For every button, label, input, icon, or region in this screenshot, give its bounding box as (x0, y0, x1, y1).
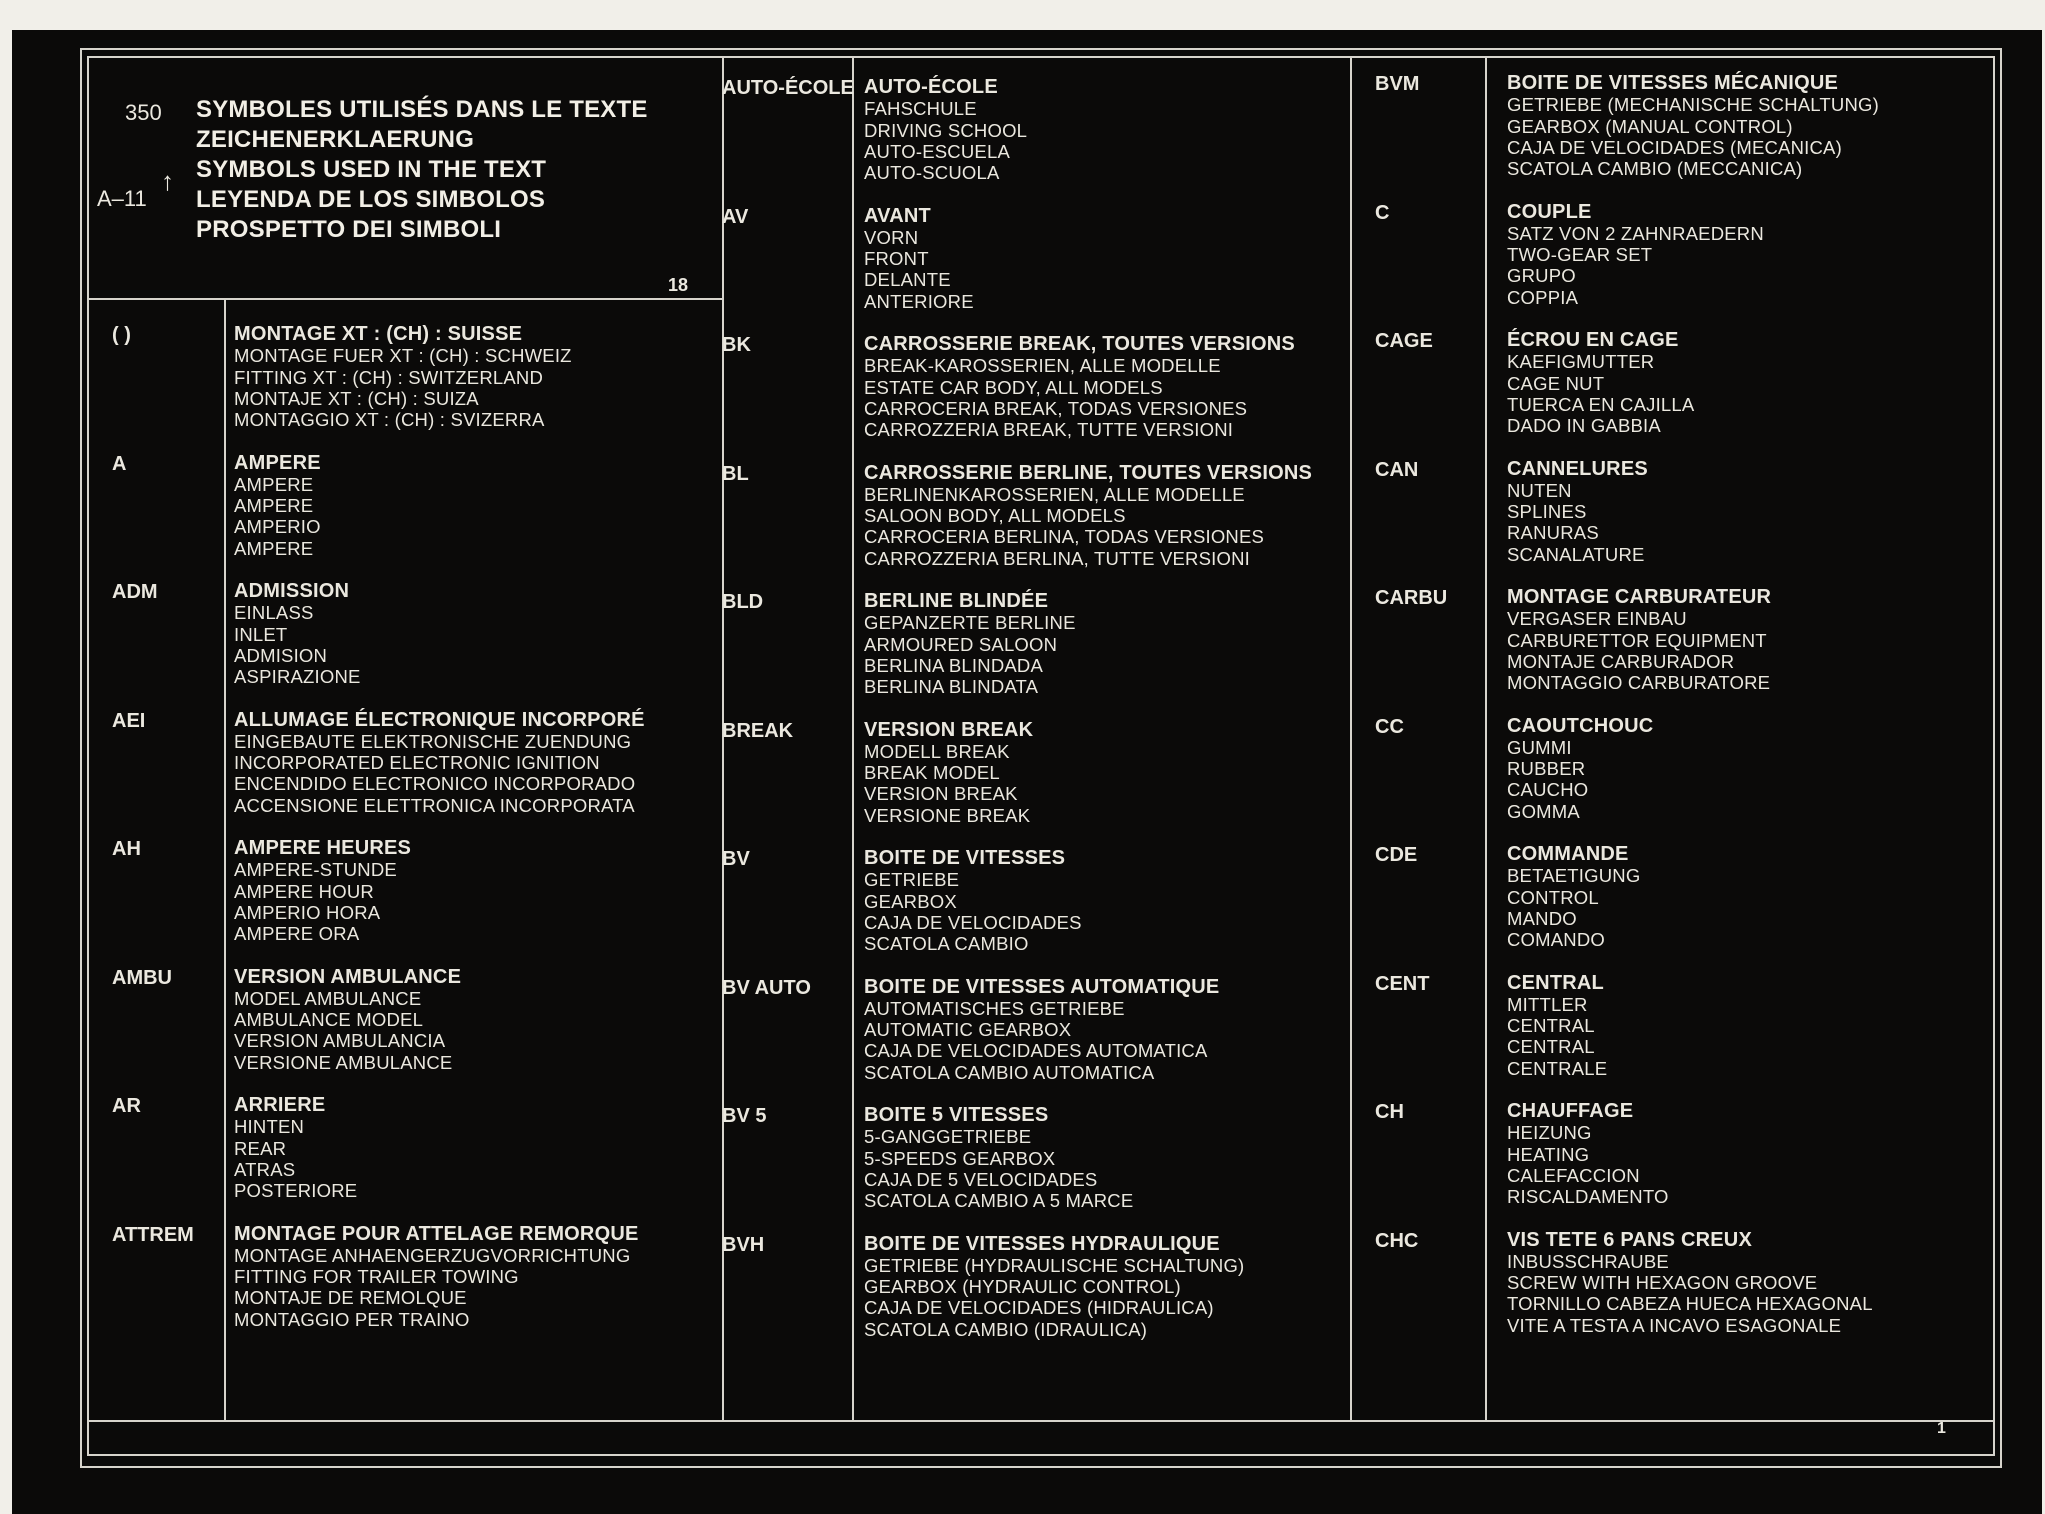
symbol-translation-line: VERSIONE BREAK (864, 804, 1031, 826)
symbol-translation-line: TWO-GEAR SET (1507, 244, 1653, 266)
symbol-translation-line: SCANALATURE (1507, 543, 1645, 565)
symbol-translation-line: VERSIONE AMBULANCE (234, 1051, 453, 1073)
symbol-translation-line: MONTAGGIO XT : (CH) : SVIZERRA (234, 409, 545, 431)
symbol-translations (234, 838, 411, 944)
symbol-abbreviation: BLD (722, 591, 764, 613)
symbol-translation-line: ANTERIORE (864, 290, 974, 312)
symbol-translation-line: SALOON BODY, ALL MODELS (864, 505, 1126, 527)
symbol-translation-line: EINGEBAUTE ELEKTRONISCHE ZUENDUNG (234, 730, 632, 752)
symbol-translation-line: MONTAJE DE REMOLQUE (234, 1287, 467, 1309)
symbol-translations (1507, 844, 1640, 950)
symbol-meaning-fr: CAOUTCHOUC (1507, 714, 1654, 737)
symbol-translation-line: CAJA DE VELOCIDADES (MECANICA) (1507, 136, 1842, 158)
col2-abbr-divider (852, 56, 854, 1420)
symbol-translation-line: VERSION AMBULANCIA (234, 1030, 446, 1052)
symbol-abbreviation: AUTO-ÉCOLE (722, 77, 854, 99)
header-ref: A–11 (97, 186, 147, 211)
symbol-translation-line: VERSION BREAK (864, 783, 1018, 805)
symbol-translation-line: CARROCERIA BREAK, TODAS VERSIONES (864, 397, 1248, 419)
symbol-translations (234, 324, 572, 430)
symbol-translations (234, 453, 321, 559)
symbol-translation-line: RUBBER (1507, 758, 1586, 780)
symbol-meaning-fr: BOITE DE VITESSES AUTOMATIQUE (864, 975, 1220, 998)
symbol-translation-line: MONTAGE FUER XT : (CH) : SCHWEIZ (234, 345, 572, 367)
symbol-translation-line: RANURAS (1507, 522, 1599, 544)
symbol-abbreviation: CAGE (1375, 330, 1433, 352)
symbol-translation-line: AMPERE (234, 537, 314, 559)
symbol-translation-line: AMPERE (234, 473, 314, 495)
symbol-translation-line: BERLINENKAROSSERIEN, ALLE MODELLE (864, 483, 1245, 505)
symbol-meaning-fr: MONTAGE XT : (CH) : SUISSE (234, 323, 523, 345)
symbol-translation-line: CAJA DE VELOCIDADES AUTOMATICA (864, 1040, 1208, 1062)
symbol-translation-line: AUTO-SCUOLA (864, 162, 1000, 184)
symbol-translations (864, 77, 1027, 183)
symbol-translations (234, 1095, 357, 1201)
symbol-abbreviation: ADM (112, 581, 158, 603)
symbol-translation-line: GETRIEBE (HYDRAULISCHE SCHALTUNG) (864, 1254, 1245, 1276)
symbol-translation-line: CENTRAL (1507, 1015, 1595, 1037)
symbol-translations (1507, 587, 1771, 693)
header-titles (196, 95, 648, 245)
symbol-meaning-fr: BOITE DE VITESSES HYDRAULIQUE (864, 1232, 1220, 1255)
symbol-meaning-fr: BOITE DE VITESSES (864, 847, 1066, 869)
symbol-meaning-fr: ÉCROU EN CAGE (1507, 329, 1679, 351)
symbol-translation-line: TORNILLO CABEZA HUECA HEXAGONAL (1507, 1293, 1873, 1315)
symbol-translation-line: VITE A TESTA A INCAVO ESAGONALE (1507, 1314, 1842, 1336)
symbol-translation-line: CAGE NUT (1507, 372, 1605, 394)
up-arrow-icon: ↑ (161, 166, 174, 196)
symbol-meaning-fr: CARROSSERIE BERLINE, TOUTES VERSIONS (864, 461, 1313, 484)
symbol-translation-line: FITTING XT : (CH) : SWITZERLAND (234, 366, 544, 388)
header-code: 350 (125, 100, 162, 125)
symbol-meaning-fr: BOITE 5 VITESSES (864, 1104, 1049, 1126)
symbol-translation-line: CARROZZERIA BREAK, TUTTE VERSIONI (864, 419, 1234, 441)
symbol-translation-line: MONTAGGIO CARBURATORE (1507, 672, 1771, 694)
symbol-translation-line: POSTERIORE (234, 1180, 358, 1202)
symbol-translation-line: CAUCHO (1507, 779, 1589, 801)
symbol-translation-line: MODELL BREAK (864, 740, 1010, 762)
symbol-abbreviation: BV AUTO (722, 976, 811, 999)
symbol-abbreviation: AH (112, 838, 141, 860)
col1-abbr-divider (224, 298, 226, 1420)
symbol-meaning-fr: AUTO-ÉCOLE (864, 76, 998, 98)
symbol-translation-line: BERLINA BLINDATA (864, 676, 1039, 698)
document-header (85, 70, 710, 300)
symbol-abbreviation: BVM (1375, 73, 1420, 95)
header-title-es: LEYENDA DE LOS SIMBOLOS (196, 186, 546, 213)
header-title-it: PROSPETTO DEI SIMBOLI (196, 216, 502, 243)
symbol-translations (1507, 330, 1694, 436)
symbol-translation-line: SCATOLA CAMBIO A 5 MARCE (864, 1190, 1134, 1212)
symbol-abbreviation: BREAK (722, 719, 794, 742)
symbol-translations (1507, 1230, 1873, 1336)
symbol-abbreviation: CHC (1375, 1229, 1419, 1252)
symbol-translations (864, 1105, 1133, 1211)
symbol-translation-line: COPPIA (1507, 286, 1579, 308)
symbol-translation-line: CAJA DE VELOCIDADES (864, 911, 1082, 933)
symbol-translations (864, 591, 1076, 697)
symbol-translation-line: CAJA DE VELOCIDADES (HIDRAULICA) (864, 1297, 1214, 1319)
symbol-translations (864, 720, 1033, 826)
symbol-translation-line: SCATOLA CAMBIO (IDRAULICA) (864, 1318, 1148, 1340)
symbol-translation-line: GEARBOX (864, 890, 957, 912)
symbol-meaning-fr: CENTRAL (1507, 971, 1604, 994)
symbol-translations (234, 710, 645, 816)
symbol-abbreviation: BK (722, 334, 751, 356)
header-page-number: 18 (668, 275, 689, 295)
symbol-translations (1507, 973, 1607, 1079)
symbol-translation-line: MANDO (1507, 907, 1577, 929)
symbol-meaning-fr: ALLUMAGE ÉLECTRONIQUE INCORPORÉ (234, 708, 645, 731)
symbol-translations (864, 334, 1295, 440)
symbol-translations (864, 848, 1082, 954)
symbol-translations (864, 206, 974, 312)
symbol-translation-line: CENTRAL (1507, 1036, 1595, 1058)
symbol-translations (864, 463, 1312, 569)
symbol-translation-line: ENCENDIDO ELECTRONICO INCORPORADO (234, 773, 636, 795)
symbol-meaning-fr: CARROSSERIE BREAK, TOUTES VERSIONS (864, 333, 1295, 355)
symbol-translation-line: REAR (234, 1137, 287, 1159)
symbol-meaning-fr: AMPERE (234, 451, 321, 474)
symbol-translation-line: INCORPORATED ELECTRONIC IGNITION (234, 752, 600, 774)
symbol-translation-line: HEIZUNG (1507, 1122, 1592, 1144)
symbol-translation-line: CARBURETTOR EQUIPMENT (1507, 629, 1767, 651)
symbol-translation-line: SCATOLA CAMBIO AUTOMATICA (864, 1061, 1155, 1083)
symbol-translation-line: GEARBOX (MANUAL CONTROL) (1507, 115, 1793, 137)
symbol-translation-line: AMPERE (234, 495, 314, 517)
symbol-translation-line: RISCALDAMENTO (1507, 1186, 1669, 1208)
symbol-translation-line: 5-SPEEDS GEARBOX (864, 1147, 1056, 1169)
symbol-translation-line: MONTAGE ANHAENGERZUGVORRICHTUNG (234, 1244, 631, 1266)
symbol-translation-line: GETRIEBE (MECHANISCHE SCHALTUNG) (1507, 94, 1879, 116)
symbol-abbreviation: CC (1375, 715, 1404, 738)
symbol-abbreviation: CARBU (1375, 587, 1448, 609)
header-title-en: SYMBOLS USED IN THE TEXT (196, 156, 547, 183)
symbol-meaning-fr: BOITE DE VITESSES MÉCANIQUE (1507, 72, 1839, 94)
symbol-translation-line: MONTAJE CARBURADOR (1507, 650, 1735, 672)
symbol-translation-line: TUERCA EN CAJILLA (1507, 393, 1695, 415)
symbol-meaning-fr: MONTAGE CARBURATEUR (1507, 586, 1772, 608)
symbol-translation-line: INBUSSCHRAUBE (1507, 1250, 1669, 1272)
symbol-translations (234, 1224, 639, 1330)
symbol-meaning-fr: MONTAGE POUR ATTELAGE REMORQUE (234, 1222, 639, 1245)
symbol-translations (864, 977, 1219, 1083)
symbol-translation-line: SCATOLA CAMBIO (864, 933, 1029, 955)
symbol-translation-line: ATRAS (234, 1158, 296, 1180)
symbol-meaning-fr: BERLINE BLINDÉE (864, 590, 1049, 612)
symbol-translation-line: GEPANZERTE BERLINE (864, 612, 1076, 634)
symbol-translation-line: NUTEN (1507, 479, 1572, 501)
symbol-translation-line: AUTO-ESCUELA (864, 140, 1010, 162)
symbol-translation-line: BREAK MODEL (864, 762, 1000, 784)
footer-divider (87, 1420, 1995, 1422)
symbol-meaning-fr: VERSION AMBULANCE (234, 965, 462, 988)
symbol-translation-line: AMPERIO HORA (234, 901, 381, 923)
symbol-abbreviation: CENT (1375, 972, 1430, 995)
symbol-translation-line: SCATOLA CAMBIO (MECCANICA) (1507, 158, 1803, 180)
symbol-abbreviation: CH (1375, 1101, 1404, 1123)
symbol-translation-line: DRIVING SCHOOL (864, 119, 1028, 141)
symbol-translation-line: AMPERE HOUR (234, 880, 374, 902)
symbol-translation-line: MODEL AMBULANCE (234, 987, 422, 1009)
symbol-meaning-fr: VIS TETE 6 PANS CREUX (1507, 1228, 1752, 1251)
symbol-translation-line: AMPERE-STUNDE (234, 859, 397, 881)
symbol-translation-line: GETRIEBE (864, 869, 960, 891)
symbol-translation-line: HINTEN (234, 1116, 305, 1138)
symbol-meaning-fr: ADMISSION (234, 580, 350, 602)
header-title-fr: SYMBOLES UTILISÉS DANS LE TEXTE (196, 96, 648, 123)
symbol-meaning-fr: CANNELURES (1507, 457, 1648, 480)
symbol-abbreviation: AMBU (112, 966, 172, 989)
symbol-abbreviation: A (112, 452, 127, 475)
symbol-translation-line: FITTING FOR TRAILER TOWING (234, 1266, 519, 1288)
symbol-meaning-fr: COUPLE (1507, 200, 1592, 223)
symbol-translation-line: CARROCERIA BERLINA, TODAS VERSIONES (864, 526, 1265, 548)
symbol-translation-line: SCREW WITH HEXAGON GROOVE (1507, 1272, 1818, 1294)
sheet-number: 1 (1937, 1420, 1946, 1437)
symbol-translation-line: DELANTE (864, 269, 951, 291)
symbol-translation-line: COMANDO (1507, 929, 1606, 951)
symbol-translation-line: ACCENSIONE ELETTRONICA INCORPORATA (234, 794, 635, 816)
col3-abbr-divider (1485, 56, 1487, 1420)
symbol-meaning-fr: CHAUFFAGE (1507, 1100, 1634, 1122)
symbol-translation-line: AMPERIO (234, 516, 321, 538)
symbol-translation-line: AUTOMATIC GEARBOX (864, 1019, 1072, 1041)
symbol-abbreviation: CDE (1375, 844, 1418, 866)
symbol-translation-line: VORN (864, 226, 919, 248)
header-title-de: ZEICHENERKLAERUNG (196, 126, 475, 153)
symbol-translations (1507, 73, 1879, 179)
symbol-meaning-fr: VERSION BREAK (864, 718, 1034, 741)
symbol-translation-line: CAJA DE 5 VELOCIDADES (864, 1168, 1098, 1190)
symbol-translation-line: 5-GANGGETRIEBE (864, 1126, 1032, 1148)
symbol-translation-line: BREAK-KAROSSERIEN, ALLE MODELLE (864, 355, 1221, 377)
symbol-translations (1507, 716, 1653, 822)
symbol-abbreviation: AEI (112, 709, 146, 732)
symbol-translation-line: ARMOURED SALOON (864, 633, 1058, 655)
symbol-translation-line: GUMMI (1507, 736, 1572, 758)
symbol-abbreviation: AR (112, 1095, 141, 1117)
symbol-translation-line: BERLINA BLINDADA (864, 654, 1044, 676)
symbol-translations (1507, 459, 1648, 565)
symbol-translation-line: DADO IN GABBIA (1507, 415, 1661, 437)
symbol-translation-line: CARROZZERIA BERLINA, TUTTE VERSIONI (864, 547, 1250, 569)
symbol-translation-line: BETAETIGUNG (1507, 865, 1641, 887)
symbol-translation-line: AUTOMATISCHES GETRIEBE (864, 997, 1125, 1019)
symbol-abbreviation: BV (722, 848, 750, 870)
symbol-abbreviation: CAN (1375, 458, 1419, 481)
symbol-abbreviation: BV 5 (722, 1105, 767, 1127)
symbol-translation-line: EINLASS (234, 602, 314, 624)
col2-col3-divider (1350, 56, 1352, 1420)
symbol-abbreviation: AV (722, 205, 749, 228)
symbol-abbreviation: BVH (722, 1233, 765, 1256)
symbol-translation-line: AMBULANCE MODEL (234, 1009, 424, 1031)
symbol-abbreviation: BL (722, 462, 749, 485)
symbol-translation-line: CENTRALE (1507, 1057, 1608, 1079)
symbol-abbreviation: ( ) (112, 324, 131, 346)
symbol-translation-line: MONTAGGIO PER TRAINO (234, 1308, 470, 1330)
symbol-translation-line: ESTATE CAR BODY, ALL MODELS (864, 376, 1163, 398)
symbol-translation-line: FAHSCHULE (864, 98, 977, 120)
symbol-translations (864, 1234, 1244, 1340)
symbol-meaning-fr: AMPERE HEURES (234, 837, 412, 859)
symbol-translations (1507, 1101, 1669, 1207)
symbol-abbreviation: ATTREM (112, 1223, 194, 1246)
symbol-translation-line: SPLINES (1507, 501, 1587, 523)
symbol-translation-line: ASPIRAZIONE (234, 666, 361, 688)
symbol-translations (234, 581, 361, 687)
symbol-abbreviation: C (1375, 201, 1390, 224)
symbol-translations (1507, 202, 1764, 308)
symbol-meaning-fr: AVANT (864, 204, 931, 227)
symbol-translation-line: FRONT (864, 248, 929, 270)
symbol-translation-line: ADMISION (234, 644, 328, 666)
symbol-translation-line: MITTLER (1507, 993, 1588, 1015)
symbol-translation-line: INLET (234, 623, 288, 645)
symbol-meaning-fr: ARRIERE (234, 1094, 326, 1116)
symbol-meaning-fr: COMMANDE (1507, 843, 1629, 865)
symbol-translations (234, 967, 461, 1073)
symbol-translation-line: GOMMA (1507, 800, 1580, 822)
symbol-translation-line: MONTAJE XT : (CH) : SUIZA (234, 387, 479, 409)
symbol-translation-line: AMPERE ORA (234, 923, 360, 945)
symbol-translation-line: GEARBOX (HYDRAULIC CONTROL) (864, 1276, 1181, 1298)
symbol-translation-line: VERGASER EINBAU (1507, 608, 1687, 630)
symbol-translation-line: CALEFACCION (1507, 1164, 1640, 1186)
symbol-translation-line: KAEFIGMUTTER (1507, 351, 1655, 373)
symbol-translation-line: SATZ VON 2 ZAHNRAEDERN (1507, 222, 1764, 244)
symbol-translation-line: CONTROL (1507, 886, 1599, 908)
symbol-translation-line: GRUPO (1507, 265, 1576, 287)
symbol-translation-line: HEATING (1507, 1143, 1590, 1165)
